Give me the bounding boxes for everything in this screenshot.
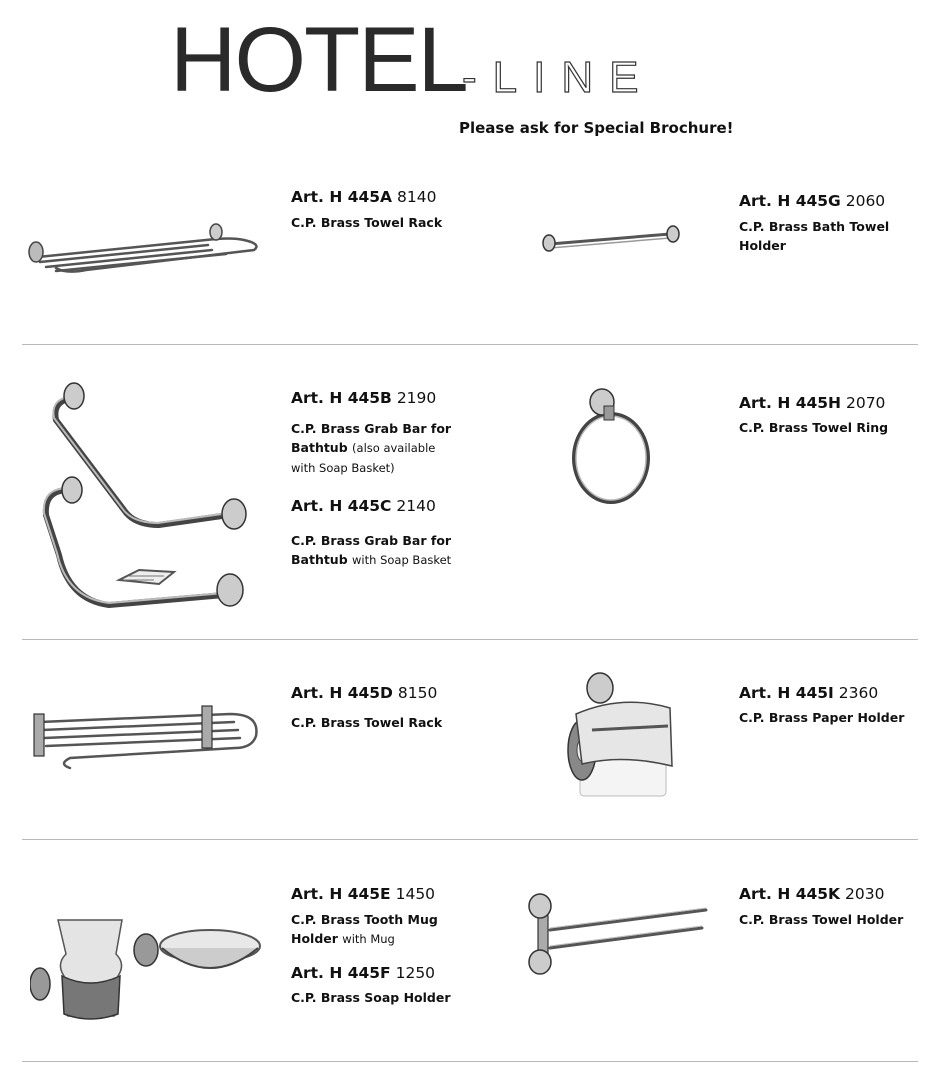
row-divider — [22, 344, 918, 345]
product-445f-code: Art. H 445F 1250 — [291, 964, 436, 982]
product-445h-desc: C.P. Brass Towel Ring — [739, 420, 889, 435]
product-445b-code: Art. H 445B 2190 — [291, 389, 437, 407]
product-445i-code: Art. H 445I 2360 — [739, 684, 879, 702]
product-445e-desc: C.P. Brass Tooth Mug Holder with Mug — [291, 912, 438, 946]
product-445f-desc: C.P. Brass Soap Holder — [291, 990, 451, 1005]
product-445b-desc: C.P. Brass Grab Bar for Bathtub (also available with Soap Basket) — [291, 421, 452, 475]
product-445a-desc: C.P. Brass Towel Rack — [291, 215, 443, 230]
towel-bar-icon — [540, 222, 688, 256]
product-445g-desc: C.P. Brass Bath Towel Holder — [739, 219, 890, 253]
catalog-title: HOTEL — [170, 9, 467, 111]
product-445e-code: Art. H 445E 1450 — [291, 885, 436, 903]
catalog-subtitle: -LINE — [462, 53, 655, 102]
product-445c-desc: C.P. Brass Grab Bar for Bathtub with Soap Basket — [291, 533, 452, 567]
swing-towel-holder-icon — [520, 892, 710, 982]
product-445d-code: Art. H 445D 8150 — [291, 684, 438, 702]
row-divider — [22, 1061, 918, 1062]
paper-holder-icon — [562, 670, 674, 800]
product-445h-code: Art. H 445H 2070 — [739, 394, 886, 412]
product-445i-desc: C.P. Brass Paper Holder — [739, 710, 905, 725]
row-divider — [22, 639, 918, 640]
towel-rack-icon — [26, 222, 266, 284]
product-445c-code: Art. H 445C 2140 — [291, 497, 436, 515]
row-divider — [22, 839, 918, 840]
brochure-note: Please ask for Special Brochure! — [459, 119, 734, 137]
product-445k-desc: C.P. Brass Towel Holder — [739, 912, 904, 927]
product-445k-code: Art. H 445K 2030 — [739, 885, 885, 903]
product-445d-desc: C.P. Brass Towel Rack — [291, 715, 443, 730]
product-445g-code: Art. H 445G 2060 — [739, 192, 886, 210]
mug-and-soap-holder-icon — [30, 914, 262, 1026]
grab-bar-icon — [34, 380, 256, 622]
product-445a-code: Art. H 445A 8140 — [291, 188, 437, 206]
wall-towel-rack-icon — [30, 700, 262, 774]
towel-ring-icon — [566, 384, 656, 508]
